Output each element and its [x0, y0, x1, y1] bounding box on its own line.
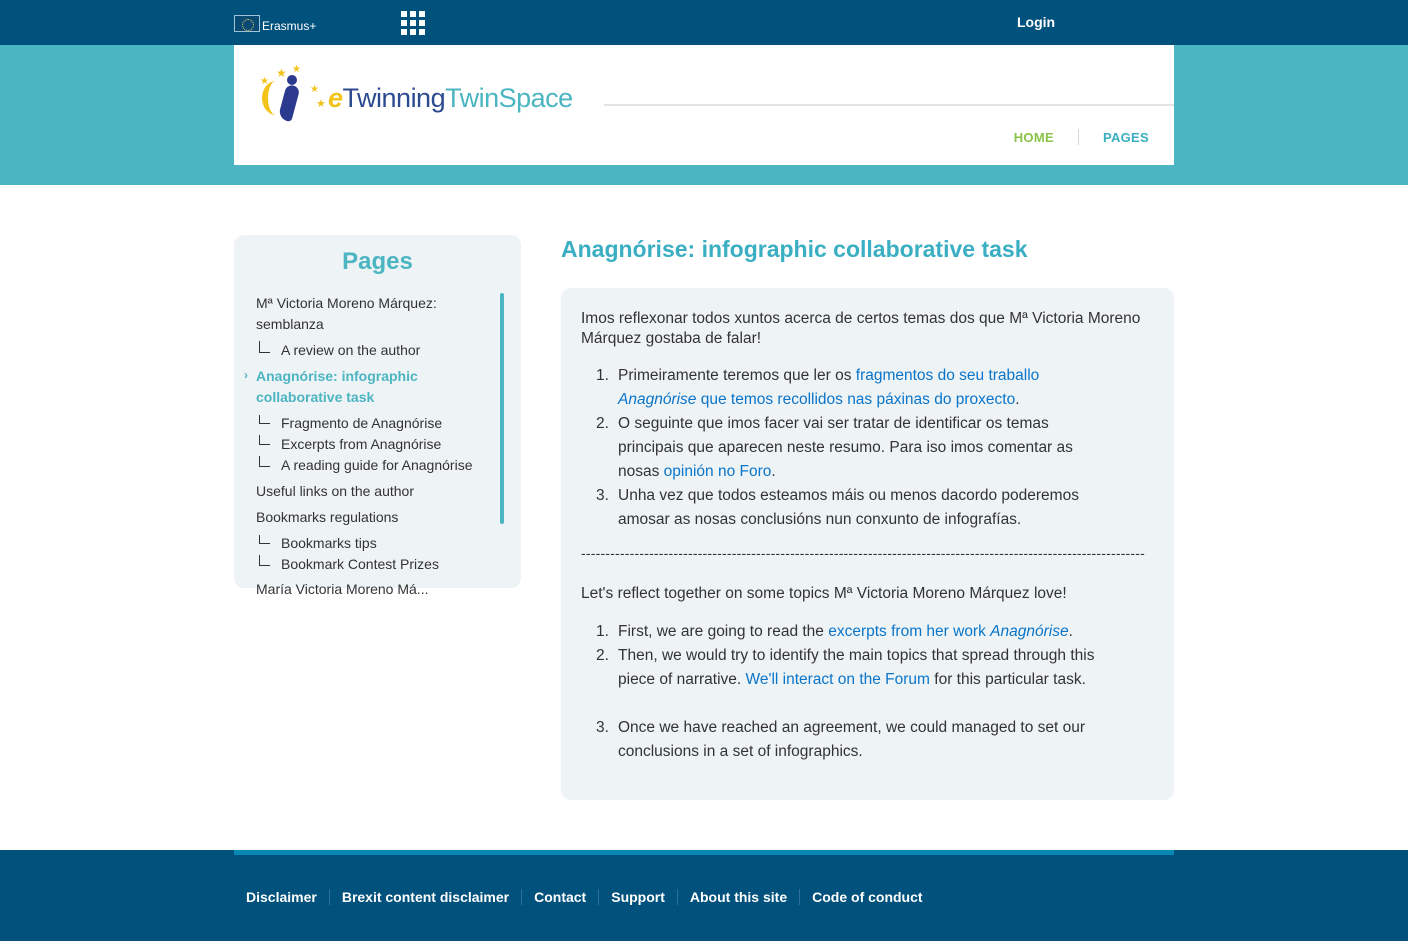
sidebar-scrollbar[interactable]	[500, 293, 504, 524]
nav-home[interactable]: HOME	[1013, 129, 1054, 145]
list-item: 3. Unha vez que todos esteamos máis ou menos dacordo poderemos amosar as nosas conclusións nun conxunto de infografías.	[596, 487, 1079, 528]
apps-grid-icon[interactable]	[401, 11, 425, 35]
footer-separator	[521, 889, 522, 905]
list-item: 2. Then, we would try to identify the main topics that spread through this piece of narrative. We'll interact on the Forum for this particular task.	[596, 647, 1095, 688]
sidebar-item-useful-links[interactable]: Useful links on the author	[256, 483, 414, 499]
fragmentos-link[interactable]: fragmentos do seu traballo Anagnórise que temos recollidos nas páxinas do proxecto	[618, 367, 1040, 408]
list-item: 3. Once we have reached an agreement, we could managed to set our conclusions in a set of infographics.	[596, 719, 1086, 760]
eu-flag-icon	[234, 15, 260, 32]
sidebar-item-bookmarks-tips[interactable]: Bookmarks tips	[281, 535, 377, 551]
erasmus-logo[interactable]	[234, 13, 316, 33]
excerpts-link[interactable]: excerpts from her work Anagnórise	[828, 623, 1069, 640]
list-item: 2. O seguinte que imos facer vai ser tratar de identificar os temas principais que aparecen neste resumo. Para iso imos comentar as nosas opinión no Foro.	[596, 415, 1073, 480]
footer-code-of-conduct-link[interactable]: Code of conduct	[812, 889, 923, 905]
list-item: 1. Primeiramente teremos que ler os fragmentos do seu traballo Anagnórise que temos recollidos nas páxinas do proxecto.	[596, 367, 1040, 408]
main-nav	[1014, 129, 1149, 145]
page-title: Anagnórise: infographic collaborative task	[561, 236, 1028, 262]
sidebar-title: Pages	[342, 248, 413, 275]
sidebar-item-maria-victoria[interactable]: María Victoria Moreno Má...	[256, 581, 429, 597]
etwinning-figures-icon: ★ ★ ★ ★ ★	[256, 67, 330, 125]
footer-disclaimer-link[interactable]: Disclaimer	[246, 889, 317, 905]
nav-pages[interactable]: PAGES	[1102, 129, 1149, 145]
sidebar-item-excerpts[interactable]: Excerpts from Anagnórise	[281, 436, 442, 452]
footer-about-link[interactable]: About this site	[689, 889, 788, 905]
nav-separator	[1078, 129, 1079, 145]
sidebar-item-fragmento[interactable]: Fragmento de Anagnórise	[281, 415, 443, 431]
footer-separator	[677, 889, 678, 905]
footer-separator	[799, 889, 800, 905]
sidebar-item-reading-guide[interactable]: A reading guide for Anagnórise	[281, 457, 473, 473]
separator-line: --------------------------------------------------------------------------------------------------------------------	[581, 545, 1146, 561]
header-divider	[604, 104, 1174, 106]
list-item: 1. First, we are going to read the excerpts from her work Anagnórise.	[596, 623, 1073, 640]
opinion-foro-link[interactable]: opinión no Foro	[663, 463, 772, 480]
logo-wordmark: eTwinningTwinSpace	[328, 82, 573, 113]
footer-accent-line	[234, 850, 1174, 855]
etwinning-logo[interactable]	[256, 64, 573, 125]
tree-branch	[259, 341, 269, 353]
content-panel	[561, 288, 1174, 800]
tree-branch	[259, 415, 269, 424]
footer-support-link[interactable]: Support	[611, 889, 665, 905]
footer-links	[246, 889, 923, 905]
footer-separator	[329, 889, 330, 905]
tree-branch	[259, 456, 269, 467]
footer-separator	[598, 889, 599, 905]
header	[234, 45, 1174, 165]
forum-link[interactable]: We'll interact on the Forum	[745, 671, 930, 688]
login-link[interactable]: Login	[1017, 14, 1056, 30]
tree-branch	[259, 435, 269, 445]
footer	[0, 850, 1408, 941]
intro-english: Let's reflect together on some topics Mª Victoria Moreno Márquez love!	[581, 585, 1067, 602]
sidebar-item-semblanza[interactable]: Mª Victoria Moreno Márquez: semblanza	[256, 295, 437, 332]
sidebar-item-anagnorise-task[interactable]: Anagnórise: infographic collaborative task	[256, 368, 418, 405]
footer-brexit-link[interactable]: Brexit content disclaimer	[341, 889, 510, 905]
footer-contact-link[interactable]: Contact	[534, 889, 587, 905]
intro-galician: Imos reflexonar todos xuntos acerca de certos temas dos que Mª Victoria Moreno Márquez gostaba de falar!	[581, 310, 1141, 347]
tree-branch	[259, 555, 269, 566]
chevron-right-icon: ›	[244, 368, 248, 382]
sidebar-item-bookmark-prizes[interactable]: Bookmark Contest Prizes	[281, 556, 439, 572]
tree-branch	[259, 535, 269, 544]
pages-sidebar	[234, 235, 521, 597]
top-bar	[0, 0, 1408, 45]
erasmus-label: Erasmus+	[262, 19, 317, 33]
sidebar-item-review[interactable]: A review on the author	[281, 342, 421, 358]
sidebar-item-bookmarks-regulations[interactable]: Bookmarks regulations	[256, 509, 399, 525]
